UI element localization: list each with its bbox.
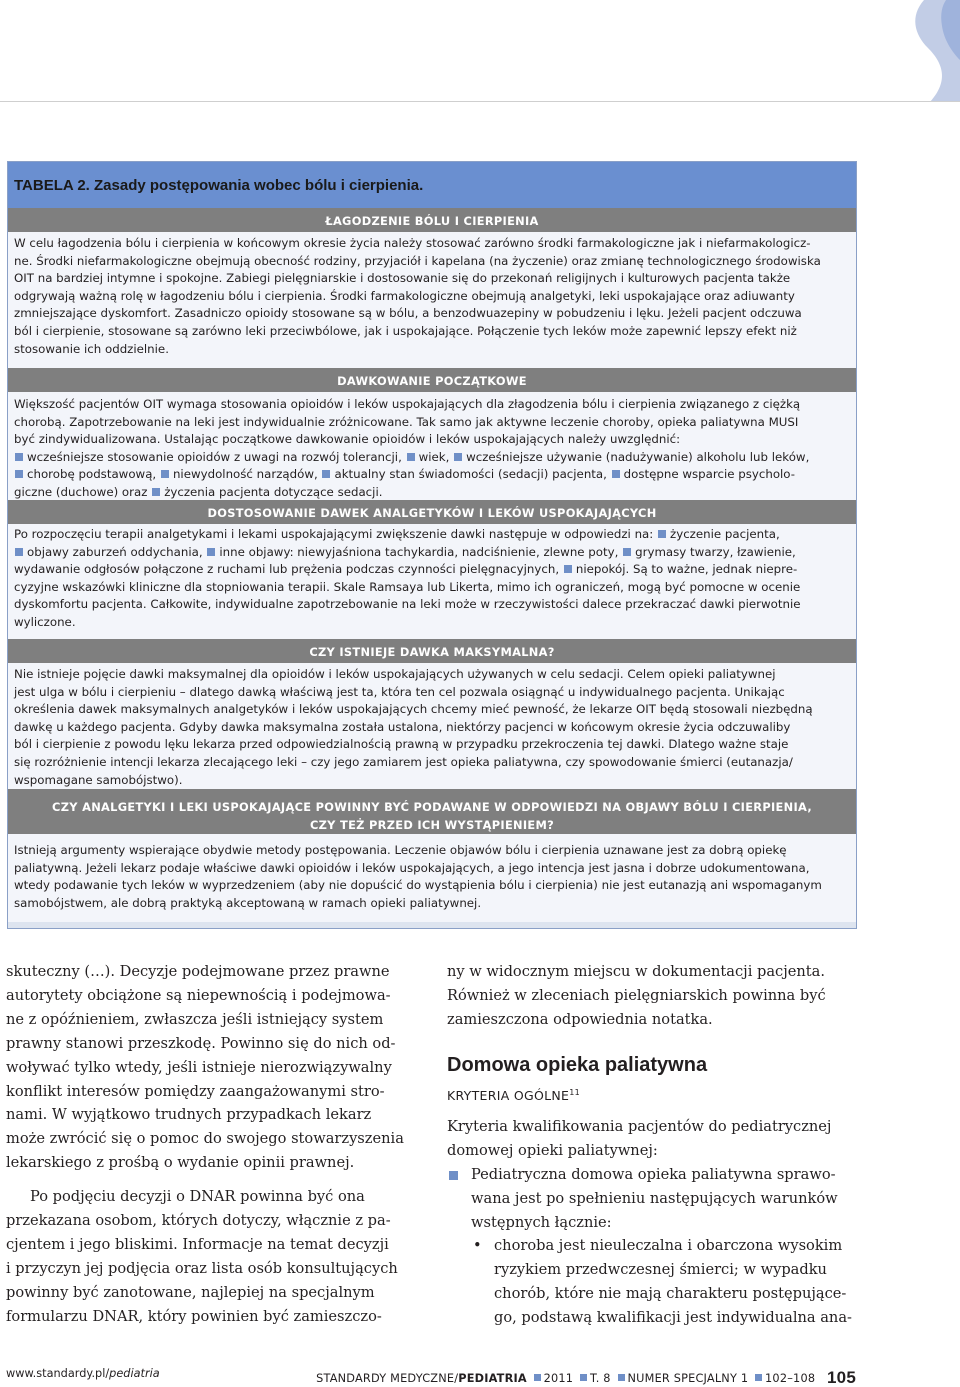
text-line: samobójstwem, ale dobrą praktyką akceptowaną w ramach opieki paliatywnej. <box>14 895 482 910</box>
list-item: wiek, <box>418 449 450 464</box>
issue: NUMER SPECJALNY 1 <box>627 1372 749 1385</box>
volume: T. 8 <box>589 1372 611 1385</box>
dot-bullet-icon: • <box>473 1237 482 1255</box>
section-body-lagodzenie <box>8 232 856 368</box>
square-bullet-icon <box>152 488 160 496</box>
right-column <box>447 960 857 1330</box>
paragraph <box>447 960 857 1032</box>
text-line: Po podjęciu decyzji o DNAR powinna być ona <box>30 1188 365 1206</box>
text-line: ne z opóźnieniem, zwłaszcza jeśli istniejący system <box>6 1010 384 1028</box>
section-heading-dawkowanie: DAWKOWANIE POCZĄTKOWE <box>8 368 856 392</box>
site-section: pediatria <box>109 1367 160 1380</box>
text-line: Kryteria kwalifikowania pacjentów do pediatrycznej <box>447 1117 832 1135</box>
text-line: Istnieją argumenty wspierające obydwie metody postępowania. Leczenie objawów bólu i cierpienia uznawane jest za dobrą opiekę <box>14 843 787 857</box>
text-line: OIT na bardziej intymne i spokojne. Zabiegi pielęgniarskie i dostosowanie się do przekonań religijnych i kulturowych pacjenta także <box>14 271 791 286</box>
text-line: wtedy podawanie tych leków w wyprzedzeniem (aby nie dopuścić do wystąpienia bólu i cierpienia) nie jest eutanazją ani wspomaganym <box>14 878 822 893</box>
section-heading-dostosowanie: DOSTOSOWANIE DAWEK ANALGETYKÓW I LEKÓW USPOKAJAJĄCYCH <box>8 500 856 524</box>
text-span: Po rozpoczęciu terapii analgetykami i lekami uspokajającymi zwiększenie dawki następuje w odpowiedzi na: <box>14 527 654 541</box>
text-line: Pediatryczna domowa opieka paliatywna sprawo- <box>471 1165 836 1183</box>
square-bullet-icon <box>15 548 23 556</box>
text-line: chorób, które nie mają charakteru postępujące- <box>494 1285 847 1303</box>
text-line: dawkę u każdego pacjenta. Gdyby dawka maksymalna została ustalona, niektórzy pacjenci w końcowym okresie życia odczuwaliby <box>14 719 791 734</box>
subsection-heading <box>447 1084 857 1105</box>
list-item: aktualny stan świadomości (sedacji) pacjenta, <box>334 467 607 482</box>
square-separator-icon <box>580 1374 587 1381</box>
text-line: wstępnych łącznie: <box>471 1213 612 1231</box>
square-bullet-icon <box>15 470 23 478</box>
section-heading-dawka-maksymalna: CZY ISTNIEJE DAWKA MAKSYMALNA? <box>8 639 856 663</box>
text-span: Są to ważne, jednak niepre- <box>632 562 798 577</box>
text-line <box>14 484 850 502</box>
table-title <box>8 162 856 208</box>
text-line: określenia dawek maksymalnych analgetyków i leków uspokajających chcemy mieć pewność, że lekarze OIT będą stosowali niezbędną <box>14 702 813 717</box>
square-separator-icon <box>755 1374 762 1381</box>
list-item: niewydolność narządów, <box>172 467 318 482</box>
text-line: W celu łagodzenia bólu i cierpienia w końcowym okresie życia należy stosować zarówno środki farmakologiczne jak i niefarmakologicz- <box>14 236 811 250</box>
text-line: jest ulga w bólu i cierpieniu – dlatego dawką właściwą jest ta, która ten cel pozwala osiągnąć u indywidualnego pacjenta. Unikając <box>14 684 785 699</box>
text-line: domowej opieki paliatywnej: <box>447 1141 658 1159</box>
section-heading: Domowa opieka paliatywna <box>447 1053 708 1076</box>
list-item <box>447 1234 857 1330</box>
footer-citation <box>316 1367 856 1387</box>
text-line: formularzu DNAR, który powinien być zamieszczo- <box>6 1307 382 1325</box>
paragraph <box>6 1185 416 1328</box>
section-body-dostosowanie <box>8 524 856 639</box>
square-bullet-icon <box>207 548 215 556</box>
text-line: paliatywną. Jeżeli lekarz podaje właściwe dawki opioidów i leków uspokajających, a jego intencja jest jasna i dobrze udokumentowana, <box>14 860 810 875</box>
section-body-dawkowanie <box>8 392 856 500</box>
text-line: choroba jest nieuleczalna i obarczona wysokim <box>494 1237 843 1255</box>
text-line: ból i cierpienie, stosowane są zarówno leki przeciwbólowe, jak i uspokajające. Połączenie tych leków może zapewnić lepszy efekt niż <box>14 323 797 338</box>
list-item: życzenie pacjenta, <box>670 527 780 541</box>
page-range: 102–108 <box>765 1372 816 1385</box>
text-line: zamieszczona odpowiednia notatka. <box>447 1010 713 1028</box>
text-line: skuteczny (…). Decyzje podejmowane przez prawne <box>6 963 390 980</box>
text-line: dyskomfortu pacjenta. Całkowite, indywidualne zapotrzebowanie na leki może w rzeczywistości dalece przekraczać dawki pierwotnie <box>14 597 801 612</box>
decorative-s-logo-icon <box>880 0 960 102</box>
page-footer <box>6 1366 856 1387</box>
list-item: niepokój. <box>575 562 630 577</box>
footer-website <box>6 1367 160 1380</box>
section-body-dawka-maksymalna <box>8 663 856 789</box>
text-line: się rozróżnienie intencji lekarza zlecającego leki – czy jego zamiarem jest opieka paliatywna, czy spowodowanie śmierci (eutanazja/ <box>14 754 793 769</box>
text-line: Nie istnieje pojęcie dawki maksymalnej dla opioidów i leków uspokajających używanych w celu sedacji. Celem opieki paliatywnej <box>14 667 776 681</box>
list-item: wcześniejsze stosowanie opioidów z uwagi na rozwój tolerancji, <box>27 449 402 464</box>
text-line: wspomagane samobójstwo). <box>14 772 183 787</box>
table-title-text: Zasady postępowania wobec bólu i cierpienia. <box>94 177 424 194</box>
text-line <box>14 449 850 467</box>
year: 2011 <box>543 1372 574 1385</box>
square-bullet-icon <box>161 470 169 478</box>
text-line: wana jest po spełnieniu następujących warunków <box>471 1189 838 1207</box>
square-bullet-icon <box>612 470 620 478</box>
list-item <box>447 1163 857 1235</box>
site-url: www.standardy.pl/ <box>6 1367 110 1380</box>
page-number: 105 <box>827 1368 856 1387</box>
text-line: Większość pacjentów OIT wymaga stosowania opioidów i leków uspokajających dla złagodzenia bólu i cierpienia związanego z ciężką <box>14 397 801 411</box>
text-line: cyzyjne wskazówki kliniczne dla stopniowania terapii. Skale Ramsaya lub Likerta, mimo ich ograniczeń, mogą być pomocne w ocenie <box>14 579 801 594</box>
square-bullet-icon <box>623 548 631 556</box>
text-line: przekazana osobom, których dotyczy, włącznie z pa- <box>6 1212 391 1230</box>
square-separator-icon <box>618 1374 625 1381</box>
text-line: go, podstawą kwalifikacji jest indywidualna ana- <box>494 1309 852 1327</box>
text-line: być zindywidualizowana. Ustalając początkowe dawkowanie opioidów i leków uspokajających należy uwzględnić: <box>14 432 681 447</box>
text-line: ból i cierpienie z powodu lęku lekarza przed odpowiedzialnością prawną w przypadku przekroczenia tej dawki. Dlatego ważne staje <box>14 737 789 752</box>
subheading-text: KRYTERIA OGÓLNE <box>447 1087 570 1103</box>
square-bullet-icon <box>322 470 330 478</box>
text-line: ne. Środki niefarmakologiczne obejmują obecność rodziny, przyjaciół i kapelana (na życzenie) oraz zmianę technologicznego środowiska <box>14 253 821 268</box>
text-line: cjentem i jego bliskimi. Informacje na temat decyzji <box>6 1235 389 1253</box>
text-line: może zwrócić się o pomoc do swojego stowarzyszenia <box>6 1130 404 1148</box>
heading-line: CZY ANALGETYKI I LEKI USPOKAJAJĄCE POWINNY BYĆ PODAWANE W ODPOWIEDZI NA OBJAWY BÓLU I CIERPIENIA, <box>52 800 812 814</box>
list-item: inne objawy: niewyjaśniona tachykardia, nadciśnienie, zlewne poty, <box>219 544 619 559</box>
table-2 <box>7 161 857 929</box>
text-span: wydawanie odgłosów połączone z ruchami lub prężenia podczas czynności pielęgnacyjnych, <box>14 562 560 577</box>
text-line <box>14 561 850 579</box>
text-line: konflikt interesów pomiędzy zaangażowanymi stro- <box>6 1082 385 1100</box>
text-line <box>14 544 850 562</box>
text-line <box>14 526 850 544</box>
text-line: autorytety obciążone są niepewnością i podejmowa- <box>6 986 391 1004</box>
text-line: odgrywają ważną rolę w łagodzeniu bólu i cierpienia. Środki farmakologiczne obejmują analgetyki, leki uspokajające oraz adiuwanty <box>14 288 795 303</box>
square-bullet-icon <box>407 453 415 461</box>
list-item: dostępne wsparcie psycholo- <box>623 467 796 482</box>
section-body-objawy <box>8 834 856 922</box>
section-heading-objawy <box>8 789 856 834</box>
section-heading-lagodzenie: ŁAGODZENIE BÓLU I CIERPIENIA <box>8 208 856 232</box>
heading-line: CZY TEŻ PRZED ICH WYSTĄPIENIEM? <box>309 818 555 832</box>
text-line: chorobą. Zapotrzebowanie na leki jest indywidualnie zróżnicowane. Tak samo jak aktywne leczenie choroby, opieka paliatywna MUSI <box>14 414 799 429</box>
text-line: wyliczone. <box>14 614 76 629</box>
left-column <box>6 960 416 1329</box>
square-bullet-icon <box>564 565 572 573</box>
list-item: giczne (duchowe) oraz <box>14 484 148 499</box>
text-line: lekarskiego z prośbą o wydanie opinii prawnej. <box>6 1154 355 1172</box>
text-line: ny w widocznym miejscu w dokumentacji pacjenta. <box>447 963 825 980</box>
table-label: TABELA 2. <box>14 177 90 194</box>
square-bullet-icon <box>658 530 666 538</box>
paragraph <box>6 960 416 1175</box>
text-line: Również w zleceniach pielęgniarskich powinna być <box>447 986 826 1004</box>
text-line: i przyczyn jej podjęcia oraz lista osób konsultujących <box>6 1259 398 1277</box>
header-divider <box>0 101 960 102</box>
text-line: ryzykiem przedwczesnej śmierci; w wypadku <box>494 1261 827 1279</box>
paragraph <box>447 1115 857 1163</box>
list-item: wcześniejsze używanie (nadużywanie) alkoholu lub leków, <box>466 449 810 464</box>
square-bullet-icon <box>15 453 23 461</box>
text-line: nami. W wyjątkowo trudnych przypadkach lekarz <box>6 1106 372 1124</box>
text-line: prawny stanowi przeszkodę. Powinno się do nich od- <box>6 1034 396 1052</box>
text-line <box>14 466 850 484</box>
list-item: chorobę podstawową, <box>27 467 157 482</box>
journal-name: STANDARDY MEDYCZNE/ <box>316 1372 459 1385</box>
reference-number: 11 <box>569 1087 581 1097</box>
text-line: zmniejszające dyskomfort. Zasadniczo opioidy stosowane są w bólu, a benzodwuazepiny w pobudzeniu i lęku. Jeżeli pacjent odczuwa <box>14 306 802 321</box>
list-item: życzenia pacjenta dotyczące sedacji. <box>164 484 383 499</box>
text-line: woływać tylko wtedy, jeśli istnieje nierozwiązywalny <box>6 1058 392 1076</box>
square-bullet-icon <box>449 1171 458 1180</box>
journal-section: PEDIATRIA <box>458 1372 527 1385</box>
square-separator-icon <box>534 1374 541 1381</box>
square-bullet-icon <box>454 453 462 461</box>
list-item: objawy zaburzeń oddychania, <box>27 544 203 559</box>
text-line: stosowanie ich oddzielnie. <box>14 341 169 356</box>
text-line: powinny być zanotowane, najlepiej na specjalnym <box>6 1283 375 1301</box>
list-item: grymasy twarzy, łzawienie, <box>635 544 796 559</box>
